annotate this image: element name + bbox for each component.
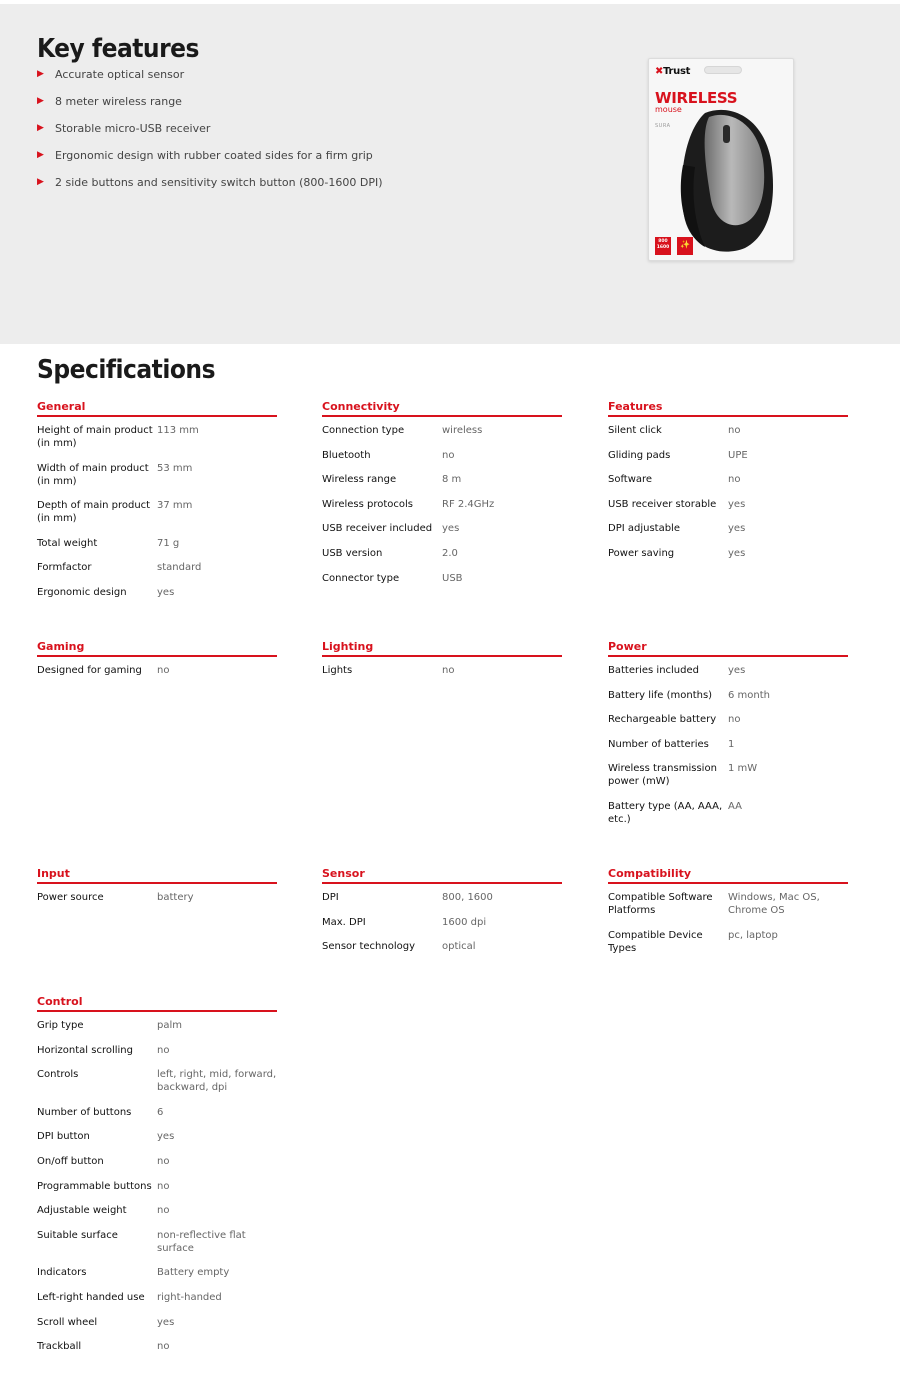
spec-row [608, 738, 848, 751]
dpi-badge: 800 1600 [655, 237, 671, 255]
spec-label: Bluetooth [322, 449, 371, 461]
spec-label: Rechargeable battery [608, 714, 717, 726]
spec-row [37, 1291, 277, 1304]
spec-value: yes [157, 1316, 175, 1328]
spec-group-connectivity [322, 399, 562, 596]
spec-label: Horizontal scrolling [37, 1044, 133, 1056]
spec-group-sensor [322, 866, 562, 965]
spec-group-title: Control [37, 994, 277, 1012]
spec-row [37, 1019, 277, 1032]
spec-label: Lights [322, 665, 353, 676]
spec-row [608, 713, 848, 726]
spec-row [322, 916, 562, 929]
spec-label: Compatible Device Types [608, 929, 703, 954]
spec-label: Trackball [37, 1341, 82, 1353]
spec-row [37, 1044, 277, 1057]
spec-row [322, 940, 562, 953]
spec-value: no [157, 665, 170, 676]
spec-row [37, 586, 277, 599]
spec-label: USB receiver included [322, 523, 433, 535]
spec-value: USB [442, 572, 463, 584]
spec-value: 2.0 [442, 547, 458, 559]
spec-label: Number of buttons [37, 1106, 132, 1118]
spec-value: AA [728, 800, 742, 812]
spec-value: yes [157, 586, 175, 598]
spec-value: optical [442, 941, 476, 953]
spec-label: Max. DPI [322, 916, 366, 928]
spec-value: pc, laptop [728, 929, 778, 941]
spec-row [37, 462, 277, 488]
spec-row [608, 664, 848, 677]
spec-label: Batteries included [608, 665, 699, 676]
product-packaging-image [648, 58, 794, 261]
spec-value: wireless [442, 425, 483, 436]
spec-row [608, 891, 848, 917]
spec-label: Compatible Software Platforms [608, 892, 713, 916]
spec-row [608, 800, 848, 826]
spec-label: Battery life (months) [608, 689, 713, 701]
mouse-icon [675, 105, 779, 255]
key-feature-item: ▶ 8 meter wireless range [37, 95, 182, 108]
spec-value: no [728, 425, 741, 436]
spec-value: 37 mm [157, 500, 193, 512]
spec-group-title: Connectivity [322, 399, 562, 417]
spec-value: 71 g [157, 537, 180, 549]
spec-row [322, 424, 562, 437]
spec-label: Wireless protocols [322, 498, 414, 510]
spec-row [608, 762, 848, 788]
spec-row [37, 1229, 277, 1255]
spec-value: UPE [728, 449, 748, 461]
spec-group-power [608, 639, 848, 838]
spec-row [322, 473, 562, 486]
spec-row [608, 929, 848, 955]
spec-row [322, 572, 562, 585]
spec-row [37, 891, 277, 904]
wifi-icon: ✨ [677, 237, 693, 255]
spec-label: Formfactor [37, 562, 92, 574]
spec-group-control [37, 994, 277, 1365]
package-model: SURA [655, 123, 671, 129]
spec-value: no [442, 665, 455, 676]
spec-row [37, 1106, 277, 1119]
spec-row [322, 498, 562, 511]
spec-value: right-handed [157, 1291, 222, 1303]
spec-row [322, 522, 562, 535]
package-headline: WIRELESS [655, 89, 738, 107]
spec-value: 1 mW [728, 763, 758, 775]
spec-group-general [37, 399, 277, 611]
spec-group-title: Input [37, 866, 277, 884]
specifications-title: Specifications [37, 355, 216, 385]
arrow-right-icon: ▶ [37, 177, 44, 187]
spec-label: USB receiver storable [608, 498, 717, 510]
spec-row [37, 1340, 277, 1353]
spec-value: palm [157, 1020, 182, 1031]
spec-row [608, 473, 848, 486]
spec-group-input [37, 866, 277, 916]
spec-label: Scroll wheel [37, 1316, 98, 1328]
spec-value: no [157, 1155, 170, 1167]
package-subline: mouse [655, 105, 682, 114]
spec-row [37, 424, 277, 450]
key-feature-item: ▶ Ergonomic design with rubber coated sides for a firm grip [37, 149, 373, 162]
spec-row [608, 547, 848, 560]
spec-value: no [728, 714, 741, 726]
spec-value: 53 mm [157, 462, 193, 474]
spec-value: no [728, 474, 741, 486]
spec-value: no [157, 1180, 170, 1192]
arrow-right-icon: ▶ [37, 69, 44, 79]
spec-label: Battery type (AA, AAA, etc.) [608, 800, 723, 825]
spec-row [322, 449, 562, 462]
spec-row [608, 522, 848, 535]
spec-label: DPI [322, 892, 339, 903]
spec-group-title: Gaming [37, 639, 277, 657]
spec-label: Controls [37, 1069, 79, 1081]
spec-value: battery [157, 892, 194, 903]
spec-label: Depth of main product (in mm) [37, 500, 151, 525]
spec-value: 6 [157, 1106, 164, 1118]
spec-value: standard [157, 562, 202, 574]
spec-label: Adjustable weight [37, 1205, 127, 1217]
spec-group-lighting [322, 639, 562, 689]
spec-label: Connector type [322, 572, 400, 584]
spec-label: Sensor technology [322, 941, 415, 953]
spec-value: 6 month [728, 689, 770, 701]
spec-row [37, 1204, 277, 1217]
spec-value: no [157, 1044, 170, 1056]
spec-value: Windows, Mac OS, Chrome OS [728, 892, 820, 916]
spec-label: Wireless range [322, 474, 397, 486]
spec-row [608, 449, 848, 462]
spec-label: Total weight [37, 537, 98, 549]
spec-value: yes [728, 498, 746, 510]
spec-label: DPI button [37, 1131, 90, 1143]
spec-label: On/off button [37, 1155, 104, 1167]
spec-value: no [157, 1205, 170, 1217]
spec-label: Silent click [608, 425, 662, 436]
brand-logo: ✖Trust [655, 66, 691, 77]
key-features-title: Key features [37, 34, 199, 64]
spec-row [37, 499, 277, 525]
arrow-right-icon: ▶ [37, 96, 44, 106]
spec-value: yes [728, 665, 746, 676]
spec-group-title: Compatibility [608, 866, 848, 884]
spec-value: yes [157, 1131, 175, 1143]
spec-row [322, 547, 562, 560]
spec-label: Height of main product (in mm) [37, 425, 153, 449]
spec-value: yes [442, 523, 460, 535]
spec-label: Wireless transmission power (mW) [608, 763, 717, 788]
spec-label: Designed for gaming [37, 665, 142, 676]
spec-label: USB version [322, 547, 383, 559]
spec-row [37, 664, 277, 677]
spec-label: Suitable surface [37, 1229, 118, 1241]
spec-row [608, 498, 848, 511]
spec-group-title: General [37, 399, 277, 417]
spec-group-gaming [37, 639, 277, 689]
spec-label: Left-right handed use [37, 1291, 145, 1303]
spec-value: yes [728, 547, 746, 559]
spec-label: Connection type [322, 425, 405, 436]
spec-group-title: Features [608, 399, 848, 417]
spec-row [37, 537, 277, 550]
spec-label: Power saving [608, 547, 675, 559]
spec-group-title: Lighting [322, 639, 562, 657]
spec-value: Battery empty [157, 1267, 230, 1279]
spec-group-title: Power [608, 639, 848, 657]
spec-row [37, 1130, 277, 1143]
spec-value: 800, 1600 [442, 892, 493, 903]
key-features-list [37, 68, 383, 203]
spec-value: 1 [728, 738, 735, 750]
spec-label: Software [608, 474, 653, 486]
spec-label: Width of main product (in mm) [37, 462, 149, 487]
spec-value: non-reflective flat surface [157, 1229, 246, 1254]
spec-value: RF 2.4GHz [442, 498, 495, 510]
spec-value: yes [728, 523, 746, 535]
spec-value: 1600 dpi [442, 916, 487, 928]
arrow-right-icon: ▶ [37, 123, 44, 133]
spec-row [37, 1155, 277, 1168]
spec-value: left, right, mid, forward, backward, dpi [157, 1069, 277, 1094]
spec-value: 8 m [442, 474, 462, 486]
spec-value: no [442, 449, 455, 461]
key-feature-item: ▶ Accurate optical sensor [37, 68, 185, 81]
spec-group-compatibility [608, 866, 848, 966]
hang-hole [704, 66, 742, 74]
spec-label: DPI adjustable [608, 523, 680, 535]
spec-row [37, 1316, 277, 1329]
spec-row [37, 1068, 277, 1094]
spec-row [322, 891, 562, 904]
key-feature-item: ▶ Storable micro-USB receiver [37, 122, 211, 135]
spec-label: Indicators [37, 1267, 87, 1279]
spec-group-title: Sensor [322, 866, 562, 884]
key-feature-item: ▶ 2 side buttons and sensitivity switch button (800-1600 DPI) [37, 176, 383, 189]
spec-row [322, 664, 562, 677]
spec-value: no [157, 1341, 170, 1353]
spec-label: Grip type [37, 1020, 84, 1031]
spec-label: Gliding pads [608, 449, 671, 461]
spec-label: Number of batteries [608, 738, 709, 750]
spec-label: Programmable buttons [37, 1180, 152, 1192]
arrow-right-icon: ▶ [37, 150, 44, 160]
spec-row [608, 689, 848, 702]
spec-row [37, 1180, 277, 1193]
spec-group-features [608, 399, 848, 572]
key-features-section [0, 4, 900, 344]
spec-value: 113 mm [157, 425, 199, 436]
spec-label: Ergonomic design [37, 586, 127, 598]
spec-label: Power source [37, 892, 104, 903]
spec-row [37, 1266, 277, 1279]
spec-row [37, 561, 277, 574]
spec-row [608, 424, 848, 437]
